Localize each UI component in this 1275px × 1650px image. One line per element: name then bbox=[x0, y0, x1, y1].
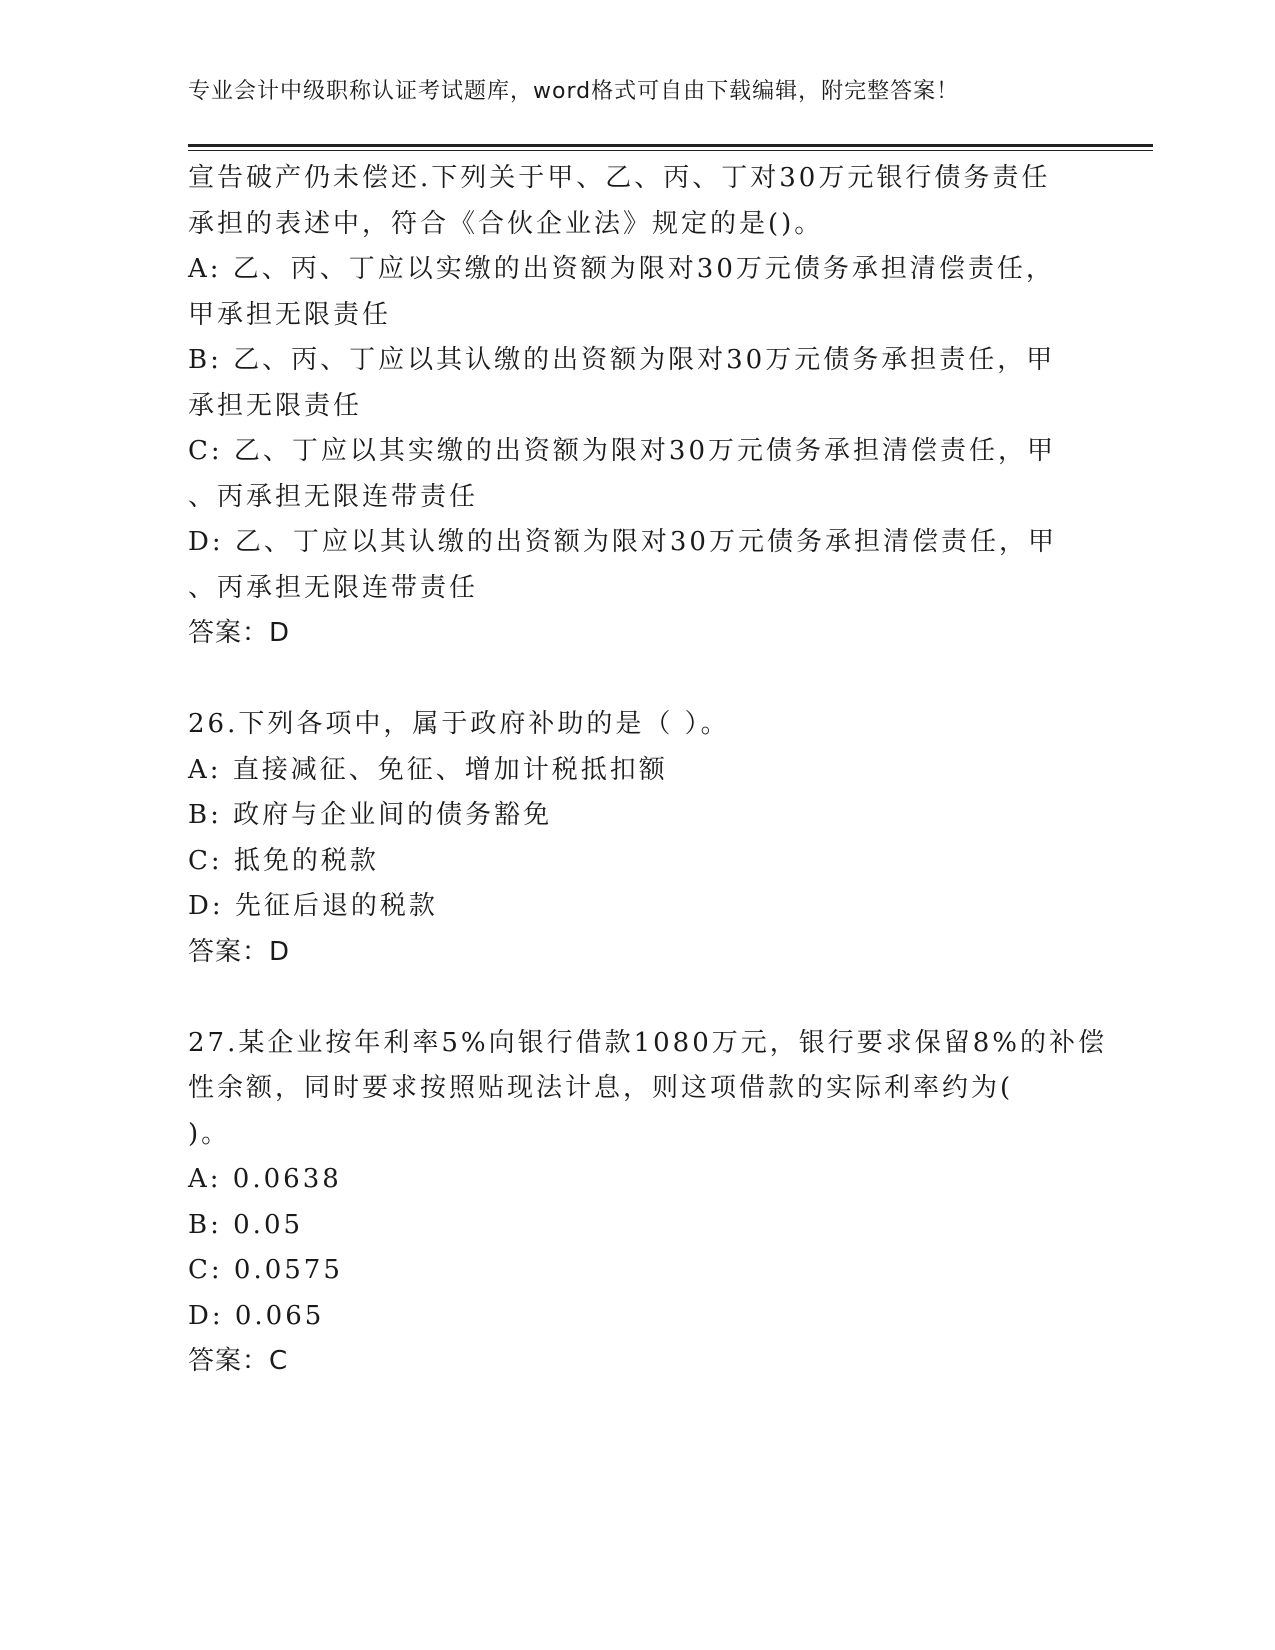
option-a-line: A: 0.0638 bbox=[188, 1164, 342, 1194]
question-stem-line: 承担的表述中，符合《合伙企业法》规定的是()。 bbox=[188, 208, 824, 239]
question-stem-line: )。 bbox=[188, 1118, 231, 1149]
option-a-line: A: 直接减征、免征、增加计税抵扣额 bbox=[188, 754, 668, 785]
option-b-line: 承担无限责任 bbox=[188, 390, 363, 421]
option-c-line: 、丙承担无限连带责任 bbox=[188, 481, 479, 512]
option-d-line: D: 0.065 bbox=[188, 1300, 325, 1331]
question-25 bbox=[188, 156, 1088, 657]
option-c-line: C: 乙、丁应以其实缴的出资额为限对30万元债务承担清偿责任，甲 bbox=[188, 436, 1057, 466]
option-a-line: 甲承担无限责任 bbox=[188, 299, 392, 330]
spacer bbox=[188, 657, 1088, 703]
question-26 bbox=[188, 702, 1088, 975]
header-divider-thick bbox=[188, 144, 1153, 147]
answer-label: 答案：D bbox=[188, 936, 291, 967]
option-d-line: D: 先征后退的税款 bbox=[188, 891, 438, 921]
option-c-line: C: 0.0575 bbox=[188, 1255, 343, 1285]
option-c-line: C: 抵免的税款 bbox=[188, 845, 379, 876]
option-a-line: A: 乙、丙、丁应以实缴的出资额为限对30万元债务承担清偿责任， bbox=[188, 254, 1055, 284]
option-b-line: B: 政府与企业间的债务豁免 bbox=[188, 800, 553, 830]
option-b-line: B: 0.05 bbox=[188, 1209, 304, 1240]
question-stem-line: 宣告破产仍未偿还.下列关于甲、乙、丙、丁对30万元银行债务责任 bbox=[188, 163, 1051, 193]
option-b-line: B: 乙、丙、丁应以其认缴的出资额为限对30万元债务承担责任，甲 bbox=[188, 345, 1056, 375]
question-27 bbox=[188, 1021, 1108, 1385]
question-list bbox=[188, 156, 1108, 1385]
option-d-line: D: 乙、丁应以其认缴的出资额为限对30万元债务承担清偿责任，甲 bbox=[188, 527, 1057, 557]
answer-label: 答案：D bbox=[188, 618, 291, 648]
question-stem-line: 27.某企业按年利率5%向银行借款1080万元，银行要求保留8%的补偿 bbox=[188, 1027, 1108, 1058]
header-divider-thin bbox=[188, 150, 1153, 151]
spacer bbox=[188, 975, 1088, 1021]
question-stem-line: 性余额，同时要求按照贴现法计息，则这项借款的实际利率约为( bbox=[188, 1073, 1014, 1103]
question-stem-line: 26.下列各项中，属于政府补助的是（ ）。 bbox=[188, 709, 730, 739]
option-d-line: 、丙承担无限连带责任 bbox=[188, 572, 479, 603]
answer-label: 答案：C bbox=[188, 1346, 289, 1376]
page-header: 专业会计中级职称认证考试题库，word格式可自由下载编辑，附完整答案！ bbox=[188, 79, 960, 104]
